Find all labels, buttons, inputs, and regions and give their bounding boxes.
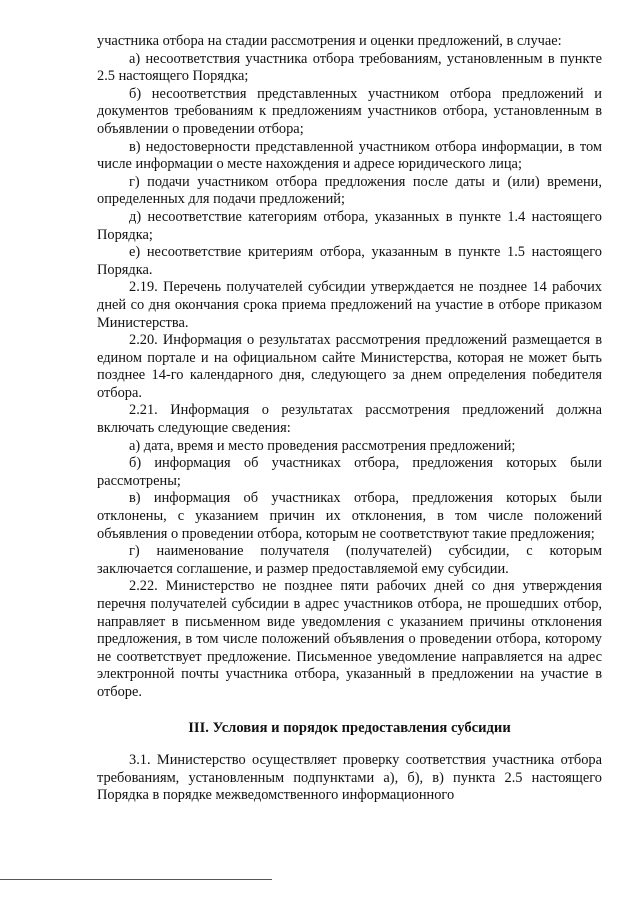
paragraph-continuation: участника отбора на стадии рассмотрения и оценки предложений, в случае:: [97, 33, 562, 49]
paragraph-item-e: е) несоответствие критериям отбора, указанным в пункте 1.5 настоящего Порядка.: [97, 244, 602, 278]
footnote-divider: [0, 879, 272, 880]
paragraph-item-d: д) несоответствие категориям отбора, указанных в пункте 1.4 настоящего Порядка;: [97, 208, 602, 243]
paragraph-3-1: 3.1. Министерство осуществляет проверку соответствия участника отбора требованиям, установленным подпунктами а), б), в) пункта 2.5 настоящего Порядка в порядке межведомственного информационного: [97, 752, 602, 804]
paragraph-2-21-a: а) дата, время и место проведения рассмотрения предложений;: [129, 437, 516, 454]
paragraph-item-a: а) несоответствия участника отбора требованиям, установленным в пункте 2.5 настоящего Порядка;: [97, 50, 602, 85]
paragraph-2-19: 2.19. Перечень получателей субсидии утверждается не позднее 14 рабочих дней со дня окончания срока приема предложений на участие в отборе приказом Министерства.: [97, 279, 602, 331]
paragraph-2-21: 2.21. Информация о результатах рассмотрения предложений должна включать следующие сведения:: [97, 402, 602, 437]
paragraph-2-21-v: в) информация об участниках отбора, предложения которых были отклонены, с указанием причин их отклонения, в том числе положений объявления о проведении отбора, которым не соответствуют такие предложения;: [97, 490, 602, 542]
paragraph-item-g: г) подачи участником отбора предложения после даты и (или) времени, определенных для подачи предложений;: [97, 173, 602, 208]
paragraph-item-b: б) несоответствия представленных участником отбора предложений и документов требованиям к предложениям участников отбора, установленным в объявлении о проведении отбора;: [97, 85, 602, 137]
paragraph-item-v: в) недостоверности представленной участником отбора информации, в том числе информации о месте нахождения и адресе юридического лица;: [97, 138, 602, 173]
section-heading: III. Условия и порядок предоставления субсидии: [188, 719, 511, 736]
paragraph-2-20: 2.20. Информация о результатах рассмотрения предложений размещается в едином портале и на официальном сайте Министерства, которая не может быть позднее 14-го календарного дня, следующего за днем определения победителя отбора.: [97, 332, 602, 401]
paragraph-2-21-b: б) информация об участниках отбора, предложения которых были рассмотрены;: [97, 455, 602, 489]
document-page: [97, 33, 602, 805]
paragraph-2-22: 2.22. Министерство не позднее пяти рабочих дней со дня утверждения перечня получателей субсидии в адрес участников отбора, не прошедших отбор, направляет в письменном виде уведомления с указанием причины отклонения предложения, в том числе положений объявления о проведении отбора, которому не соответствует предложение. Письменное уведомление направляется на адрес электронной почты участника отбора, указанный в предложении на участие в отборе.: [97, 578, 602, 700]
paragraph-2-21-g: г) наименование получателя (получателей) субсидии, с которым заключается соглашение, и размер предоставляемой ему субсидии.: [97, 543, 602, 577]
